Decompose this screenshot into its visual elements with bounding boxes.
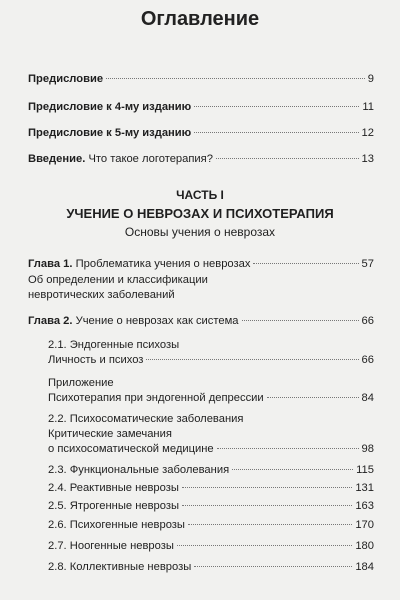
dot-leader xyxy=(194,566,352,567)
toc-entry-appendix[interactable] xyxy=(48,391,374,405)
toc-entry-2-1[interactable] xyxy=(48,353,374,367)
toc-entry-chapter-2[interactable] xyxy=(28,314,374,328)
page-number: 13 xyxy=(361,153,374,165)
page-number: 98 xyxy=(361,443,374,455)
page-number: 115 xyxy=(356,464,374,476)
page-number: 170 xyxy=(355,519,374,531)
toc-entry-label: 2.7. Ноогенные неврозы xyxy=(48,540,174,552)
page-number: 180 xyxy=(355,540,374,552)
dot-leader xyxy=(106,78,365,79)
subsection-line: невротических заболеваний xyxy=(28,289,175,301)
toc-entry-2-7[interactable] xyxy=(48,539,374,553)
toc-entry-preface-5[interactable] xyxy=(28,126,374,140)
part-subtitle: Основы учения о неврозах xyxy=(124,225,276,239)
dot-leader xyxy=(182,505,352,506)
toc-entry-label: Предисловие к 5-му изданию xyxy=(28,127,192,139)
toc-entry-label: 2.5. Ятрогенные неврозы xyxy=(48,500,180,512)
subsection-line: Об определении и классификации xyxy=(28,274,208,286)
section-2-2-title[interactable]: 2.2. Психосоматические заболевания xyxy=(48,413,244,425)
toc-entry-2-2[interactable] xyxy=(48,442,374,456)
page-number: 12 xyxy=(361,127,374,139)
dot-leader xyxy=(177,545,352,546)
toc-entry-2-4[interactable] xyxy=(48,481,374,495)
page-number: 84 xyxy=(361,392,374,404)
chapter-title: Проблематика учения о неврозах xyxy=(75,258,251,270)
page-number: 184 xyxy=(355,561,374,573)
chapter-number: Глава 1. xyxy=(28,258,73,270)
introduction-label: Введение. xyxy=(28,153,86,165)
toc-entry-label: Предисловие xyxy=(28,73,104,85)
toc-entry-label: 2.8. Коллективные неврозы xyxy=(48,561,192,573)
page-number: 66 xyxy=(361,315,374,327)
page-number: 9 xyxy=(367,73,374,85)
toc-entry-2-8[interactable] xyxy=(48,560,374,574)
page-number: 66 xyxy=(361,354,374,366)
toc-entry-label xyxy=(28,257,250,271)
toc-entry-label xyxy=(28,152,213,166)
dot-leader xyxy=(242,320,359,321)
page-number: 57 xyxy=(361,258,374,270)
toc-entry-label: 2.4. Реактивные неврозы xyxy=(48,482,179,494)
toc-entry-2-3[interactable] xyxy=(48,463,374,477)
toc-entry-chapter-1[interactable] xyxy=(28,257,374,271)
dot-leader xyxy=(194,106,359,107)
dot-leader xyxy=(146,359,358,360)
page-number: 163 xyxy=(355,500,374,512)
introduction-title: Что такое логотерапия? xyxy=(88,153,213,165)
dot-leader xyxy=(217,448,359,449)
appendix-heading: Приложение xyxy=(48,377,114,389)
chapter-title: Учение о неврозах как система xyxy=(75,315,239,327)
toc-entry-label: о психосоматической медицине xyxy=(48,443,214,455)
part-title: УЧЕНИЕ О НЕВРОЗАХ И ПСИХОТЕРАПИЯ xyxy=(66,206,334,221)
subsection-line: Критические замечания xyxy=(48,428,172,440)
chapter-number: Глава 2. xyxy=(28,315,73,327)
dot-leader xyxy=(232,469,353,470)
toc-entry-preface[interactable] xyxy=(28,72,374,86)
dot-leader xyxy=(253,263,358,264)
dot-leader xyxy=(267,397,359,398)
page-number: 11 xyxy=(362,101,374,113)
page-title: Оглавление xyxy=(140,8,260,30)
toc-entry-2-6[interactable] xyxy=(48,518,374,532)
dot-leader xyxy=(194,132,358,133)
dot-leader xyxy=(188,524,352,525)
section-2-1-title[interactable]: 2.1. Эндогенные психозы xyxy=(48,339,180,351)
dot-leader xyxy=(182,487,352,488)
dot-leader xyxy=(216,158,359,159)
toc-entry-label xyxy=(28,314,239,328)
toc-entry-label: Психотерапия при эндогенной депрессии xyxy=(48,392,264,404)
toc-entry-introduction[interactable] xyxy=(28,152,374,166)
toc-entry-label: 2.6. Психогенные неврозы xyxy=(48,519,185,531)
toc-entry-label: 2.3. Функциональные заболевания xyxy=(48,464,230,476)
toc-entry-2-5[interactable] xyxy=(48,499,374,513)
part-number: ЧАСТЬ I xyxy=(176,188,224,202)
toc-entry-label: Предисловие к 4-му изданию xyxy=(28,101,192,113)
toc-entry-label: Личность и психоз xyxy=(48,354,144,366)
page-number: 131 xyxy=(355,482,374,494)
toc-entry-preface-4[interactable] xyxy=(28,100,374,114)
